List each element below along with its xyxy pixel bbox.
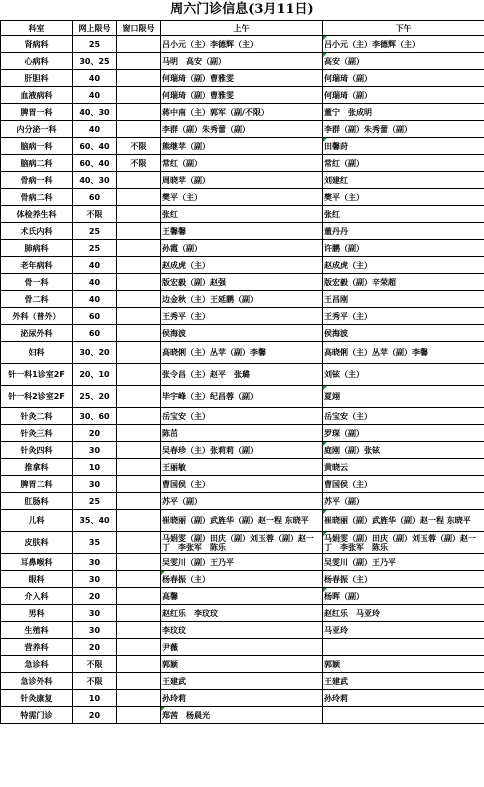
dept-cell: 脾胃二科 bbox=[1, 476, 73, 493]
online-limit-cell: 35 bbox=[73, 532, 117, 554]
dept-cell: 营养科 bbox=[1, 639, 73, 656]
morning-cell: 曹国侯（主） bbox=[161, 476, 323, 493]
dept-cell: 皮肤科 bbox=[1, 532, 73, 554]
afternoon-cell: 苏平（副） bbox=[323, 493, 484, 510]
window-limit-cell bbox=[117, 605, 161, 622]
table-row bbox=[1, 673, 484, 690]
afternoon-cell: 岳宝安（主） bbox=[323, 408, 484, 425]
dept-cell: 骨一科 bbox=[1, 274, 73, 291]
table-row bbox=[1, 571, 484, 588]
table-row bbox=[1, 206, 484, 223]
window-limit-cell bbox=[117, 36, 161, 53]
morning-cell: 周晓苹（副） bbox=[161, 172, 323, 189]
window-limit-cell bbox=[117, 459, 161, 476]
morning-cell: 张令昌（主）赵平 张璐 bbox=[161, 364, 323, 386]
online-limit-cell: 10 bbox=[73, 459, 117, 476]
dept-cell: 脑病二科 bbox=[1, 155, 73, 172]
afternoon-cell bbox=[323, 707, 484, 724]
table-row bbox=[1, 308, 484, 325]
morning-cell: 高馨 bbox=[161, 588, 323, 605]
table-row bbox=[1, 138, 484, 155]
morning-cell: 王馨馨 bbox=[161, 223, 323, 240]
header-row bbox=[1, 21, 484, 36]
window-limit-cell bbox=[117, 588, 161, 605]
table-row bbox=[1, 189, 484, 206]
dept-cell: 体检养生科 bbox=[1, 206, 73, 223]
window-limit-cell bbox=[117, 121, 161, 138]
morning-cell: 赵红乐 李玟玟 bbox=[161, 605, 323, 622]
table-row bbox=[1, 425, 484, 442]
table-row bbox=[1, 325, 484, 342]
afternoon-cell: 董丹丹 bbox=[323, 223, 484, 240]
morning-cell: 郑茜 杨晨光 bbox=[161, 707, 323, 724]
online-limit-cell: 40 bbox=[73, 257, 117, 274]
morning-cell: 蒋中南（主）郭军（副/不限） bbox=[161, 104, 323, 121]
window-limit-cell bbox=[117, 240, 161, 257]
afternoon-cell: 杨春振（主） bbox=[323, 571, 484, 588]
col-header-afternoon: 下午 bbox=[323, 21, 484, 36]
dept-cell: 骨病二科 bbox=[1, 189, 73, 206]
window-limit-cell: 不限 bbox=[117, 155, 161, 172]
table-row bbox=[1, 493, 484, 510]
table-row bbox=[1, 53, 484, 70]
table-row bbox=[1, 639, 484, 656]
table-row bbox=[1, 70, 484, 87]
dept-cell: 针一科1诊室2F bbox=[1, 364, 73, 386]
table-row bbox=[1, 510, 484, 532]
window-limit-cell bbox=[117, 189, 161, 206]
table-row bbox=[1, 240, 484, 257]
morning-cell: 崔晓丽（副）武旌华（副）赵一程 东晓平 bbox=[161, 510, 323, 532]
afternoon-cell: 吕小元（主）李德辉（主） bbox=[323, 36, 484, 53]
afternoon-cell: 何瑞琦（副） bbox=[323, 87, 484, 104]
table-row bbox=[1, 605, 484, 622]
dept-cell: 耳鼻喉科 bbox=[1, 554, 73, 571]
morning-cell: 毕宇峰（主）纪昌蓉（副） bbox=[161, 386, 323, 408]
morning-cell: 版宏毅（副）赵强 bbox=[161, 274, 323, 291]
window-limit-cell bbox=[117, 274, 161, 291]
dept-cell: 外科（普外） bbox=[1, 308, 73, 325]
table-row bbox=[1, 532, 484, 554]
morning-cell: 孙霞（副） bbox=[161, 240, 323, 257]
online-limit-cell: 40、30 bbox=[73, 172, 117, 189]
online-limit-cell: 20 bbox=[73, 639, 117, 656]
table-row bbox=[1, 554, 484, 571]
morning-cell: 吕小元（主）李德辉（主） bbox=[161, 36, 323, 53]
afternoon-cell: 杨晖（副） bbox=[323, 588, 484, 605]
window-limit-cell bbox=[117, 325, 161, 342]
table-row bbox=[1, 87, 484, 104]
schedule-table bbox=[0, 20, 484, 724]
table-row bbox=[1, 442, 484, 459]
table-row bbox=[1, 172, 484, 189]
window-limit-cell bbox=[117, 308, 161, 325]
morning-cell: 陈茁 bbox=[161, 425, 323, 442]
col-header-dept: 科室 bbox=[1, 21, 73, 36]
afternoon-cell: 马娟雯（副）田庆（副）刘玉蓉（副）赵一丁 李张军 陈乐 bbox=[323, 532, 484, 554]
table-row bbox=[1, 274, 484, 291]
dept-cell: 生殖科 bbox=[1, 622, 73, 639]
morning-cell: 熊继苹（副） bbox=[161, 138, 323, 155]
dept-cell: 急诊外科 bbox=[1, 673, 73, 690]
online-limit-cell: 20 bbox=[73, 707, 117, 724]
online-limit-cell: 60 bbox=[73, 189, 117, 206]
table-row bbox=[1, 342, 484, 364]
morning-cell: 王建武 bbox=[161, 673, 323, 690]
online-limit-cell: 25、20 bbox=[73, 386, 117, 408]
afternoon-cell: 黄晓云 bbox=[323, 459, 484, 476]
window-limit-cell bbox=[117, 425, 161, 442]
online-limit-cell: 60 bbox=[73, 325, 117, 342]
window-limit-cell bbox=[117, 493, 161, 510]
morning-cell: 何瑞琦（副）曹雅雯 bbox=[161, 87, 323, 104]
table-row bbox=[1, 622, 484, 639]
afternoon-cell: 许鹏（副） bbox=[323, 240, 484, 257]
online-limit-cell: 40、30 bbox=[73, 104, 117, 121]
table-row bbox=[1, 588, 484, 605]
morning-cell: 何瑞琦（副）曹雅雯 bbox=[161, 70, 323, 87]
dept-cell: 术氏内科 bbox=[1, 223, 73, 240]
dept-cell: 针一科2诊室2F bbox=[1, 386, 73, 408]
online-limit-cell: 30 bbox=[73, 622, 117, 639]
afternoon-cell: 曹国侯（主） bbox=[323, 476, 484, 493]
morning-cell: 郭颖 bbox=[161, 656, 323, 673]
online-limit-cell: 30 bbox=[73, 442, 117, 459]
morning-cell: 张红 bbox=[161, 206, 323, 223]
dept-cell: 针灸四科 bbox=[1, 442, 73, 459]
schedule-body bbox=[1, 36, 484, 724]
table-row bbox=[1, 104, 484, 121]
online-limit-cell: 60、40 bbox=[73, 155, 117, 172]
window-limit-cell bbox=[117, 53, 161, 70]
table-row bbox=[1, 690, 484, 707]
dept-cell: 内分泌一科 bbox=[1, 121, 73, 138]
dept-cell: 推拿科 bbox=[1, 459, 73, 476]
morning-cell: 边金秋（主）王延鹏（副） bbox=[161, 291, 323, 308]
online-limit-cell: 30 bbox=[73, 571, 117, 588]
window-limit-cell bbox=[117, 291, 161, 308]
window-limit-cell bbox=[117, 622, 161, 639]
window-limit-cell bbox=[117, 257, 161, 274]
window-limit-cell bbox=[117, 656, 161, 673]
online-limit-cell: 30、20 bbox=[73, 342, 117, 364]
window-limit-cell bbox=[117, 223, 161, 240]
afternoon-cell: 赵红乐 马亚玲 bbox=[323, 605, 484, 622]
col-header-window: 窗口限号 bbox=[117, 21, 161, 36]
window-limit-cell bbox=[117, 532, 161, 554]
dept-cell: 针灸三科 bbox=[1, 425, 73, 442]
afternoon-cell: 张红 bbox=[323, 206, 484, 223]
morning-cell: 杨春振（主） bbox=[161, 571, 323, 588]
online-limit-cell: 40 bbox=[73, 87, 117, 104]
morning-cell: 马明 高安（副） bbox=[161, 53, 323, 70]
afternoon-cell: 田馨莳 bbox=[323, 138, 484, 155]
dept-cell: 骨二科 bbox=[1, 291, 73, 308]
afternoon-cell: 董宁 张成明 bbox=[323, 104, 484, 121]
dept-cell: 眼科 bbox=[1, 571, 73, 588]
dept-cell: 肝胆科 bbox=[1, 70, 73, 87]
morning-cell: 高晓俐（主）丛苹（副）李馨 bbox=[161, 342, 323, 364]
morning-cell: 侯海波 bbox=[161, 325, 323, 342]
afternoon-cell: 版宏毅（副）辛荣超 bbox=[323, 274, 484, 291]
dept-cell: 血液病科 bbox=[1, 87, 73, 104]
afternoon-cell: 郭颖 bbox=[323, 656, 484, 673]
window-limit-cell bbox=[117, 571, 161, 588]
online-limit-cell: 不限 bbox=[73, 656, 117, 673]
afternoon-cell: 王秀平（主） bbox=[323, 308, 484, 325]
afternoon-cell: 刘建红 bbox=[323, 172, 484, 189]
online-limit-cell: 35、40 bbox=[73, 510, 117, 532]
table-row bbox=[1, 476, 484, 493]
online-limit-cell: 20 bbox=[73, 588, 117, 605]
dept-cell: 针灸康复 bbox=[1, 690, 73, 707]
window-limit-cell bbox=[117, 364, 161, 386]
afternoon-cell: 庭刚（副）张铉 bbox=[323, 442, 484, 459]
afternoon-cell: 赵成虎（主） bbox=[323, 257, 484, 274]
table-row bbox=[1, 257, 484, 274]
dept-cell: 针灸二科 bbox=[1, 408, 73, 425]
morning-cell: 孙玲莉 bbox=[161, 690, 323, 707]
window-limit-cell bbox=[117, 87, 161, 104]
morning-cell: 樊平（主） bbox=[161, 189, 323, 206]
morning-cell: 李群（副）朱秀蕾（副） bbox=[161, 121, 323, 138]
dept-cell: 儿科 bbox=[1, 510, 73, 532]
window-limit-cell bbox=[117, 70, 161, 87]
morning-cell: 苏平（副） bbox=[161, 493, 323, 510]
window-limit-cell bbox=[117, 442, 161, 459]
online-limit-cell: 30 bbox=[73, 605, 117, 622]
afternoon-cell: 侯海波 bbox=[323, 325, 484, 342]
afternoon-cell: 孙玲莉 bbox=[323, 690, 484, 707]
online-limit-cell: 40 bbox=[73, 291, 117, 308]
window-limit-cell bbox=[117, 690, 161, 707]
afternoon-cell: 常红（副） bbox=[323, 155, 484, 172]
window-limit-cell: 不限 bbox=[117, 138, 161, 155]
afternoon-cell: 何瑞琦（副） bbox=[323, 70, 484, 87]
dept-cell: 特需门诊 bbox=[1, 707, 73, 724]
table-row bbox=[1, 36, 484, 53]
online-limit-cell: 25 bbox=[73, 36, 117, 53]
morning-cell: 常红（副） bbox=[161, 155, 323, 172]
online-limit-cell: 25 bbox=[73, 223, 117, 240]
afternoon-cell: 罗琛（副） bbox=[323, 425, 484, 442]
afternoon-cell bbox=[323, 639, 484, 656]
dept-cell: 老年病科 bbox=[1, 257, 73, 274]
table-row bbox=[1, 707, 484, 724]
online-limit-cell: 40 bbox=[73, 274, 117, 291]
online-limit-cell: 25 bbox=[73, 493, 117, 510]
morning-cell: 吴雯川（副）王乃平 bbox=[161, 554, 323, 571]
online-limit-cell: 25 bbox=[73, 240, 117, 257]
afternoon-cell: 高晓俐（主）丛苹（副）李馨 bbox=[323, 342, 484, 364]
afternoon-cell: 高安（副） bbox=[323, 53, 484, 70]
table-row bbox=[1, 291, 484, 308]
table-row bbox=[1, 459, 484, 476]
window-limit-cell bbox=[117, 510, 161, 532]
online-limit-cell: 20 bbox=[73, 425, 117, 442]
online-limit-cell: 30、60 bbox=[73, 408, 117, 425]
afternoon-cell: 樊平（主） bbox=[323, 189, 484, 206]
table-row bbox=[1, 155, 484, 172]
online-limit-cell: 30、25 bbox=[73, 53, 117, 70]
afternoon-cell: 王昌刚 bbox=[323, 291, 484, 308]
online-limit-cell: 30 bbox=[73, 554, 117, 571]
morning-cell: 赵成虎（主） bbox=[161, 257, 323, 274]
online-limit-cell: 60、40 bbox=[73, 138, 117, 155]
morning-cell: 王秀平（主） bbox=[161, 308, 323, 325]
dept-cell: 心病科 bbox=[1, 53, 73, 70]
window-limit-cell bbox=[117, 554, 161, 571]
dept-cell: 脾胃一科 bbox=[1, 104, 73, 121]
window-limit-cell bbox=[117, 342, 161, 364]
dept-cell: 泌尿外科 bbox=[1, 325, 73, 342]
online-limit-cell: 不限 bbox=[73, 206, 117, 223]
online-limit-cell: 20、10 bbox=[73, 364, 117, 386]
window-limit-cell bbox=[117, 673, 161, 690]
dept-cell: 肛肠科 bbox=[1, 493, 73, 510]
afternoon-cell: 李群（副）朱秀蕾（副） bbox=[323, 121, 484, 138]
afternoon-cell: 崔晓丽（副）武旌华（副）赵一程 东晓平 bbox=[323, 510, 484, 532]
dept-cell: 妇科 bbox=[1, 342, 73, 364]
table-row bbox=[1, 386, 484, 408]
window-limit-cell bbox=[117, 386, 161, 408]
dept-cell: 急诊科 bbox=[1, 656, 73, 673]
table-row bbox=[1, 408, 484, 425]
window-limit-cell bbox=[117, 172, 161, 189]
online-limit-cell: 不限 bbox=[73, 673, 117, 690]
window-limit-cell bbox=[117, 408, 161, 425]
online-limit-cell: 30 bbox=[73, 476, 117, 493]
afternoon-cell: 王建武 bbox=[323, 673, 484, 690]
afternoon-cell: 刘铉（主） bbox=[323, 364, 484, 386]
online-limit-cell: 60 bbox=[73, 308, 117, 325]
online-limit-cell: 40 bbox=[73, 121, 117, 138]
morning-cell: 王丽敏 bbox=[161, 459, 323, 476]
dept-cell: 男科 bbox=[1, 605, 73, 622]
dept-cell: 肺病科 bbox=[1, 240, 73, 257]
morning-cell: 马娟雯（副）田庆（副）刘玉蓉（副）赵一丁 李张军 陈乐 bbox=[161, 532, 323, 554]
window-limit-cell bbox=[117, 206, 161, 223]
table-row bbox=[1, 656, 484, 673]
table-row bbox=[1, 121, 484, 138]
afternoon-cell: 夏翊 bbox=[323, 386, 484, 408]
afternoon-cell: 吴雯川（副）王乃平 bbox=[323, 554, 484, 571]
online-limit-cell: 40 bbox=[73, 70, 117, 87]
window-limit-cell bbox=[117, 707, 161, 724]
morning-cell: 尹薇 bbox=[161, 639, 323, 656]
window-limit-cell bbox=[117, 639, 161, 656]
table-row bbox=[1, 223, 484, 240]
window-limit-cell bbox=[117, 104, 161, 121]
dept-cell: 介入科 bbox=[1, 588, 73, 605]
morning-cell: 吴春珍（主）张莉莉（副） bbox=[161, 442, 323, 459]
dept-cell: 肾病科 bbox=[1, 36, 73, 53]
dept-cell: 脑病一科 bbox=[1, 138, 73, 155]
morning-cell: 岳宝安（主） bbox=[161, 408, 323, 425]
table-row bbox=[1, 364, 484, 386]
page-title: 周六门诊信息(3月11日) bbox=[170, 2, 314, 17]
window-limit-cell bbox=[117, 476, 161, 493]
col-header-online: 网上限号 bbox=[73, 21, 117, 36]
afternoon-cell: 马亚玲 bbox=[323, 622, 484, 639]
dept-cell: 骨病一科 bbox=[1, 172, 73, 189]
online-limit-cell: 10 bbox=[73, 690, 117, 707]
col-header-morning: 上午 bbox=[161, 21, 323, 36]
morning-cell: 李玟玟 bbox=[161, 622, 323, 639]
